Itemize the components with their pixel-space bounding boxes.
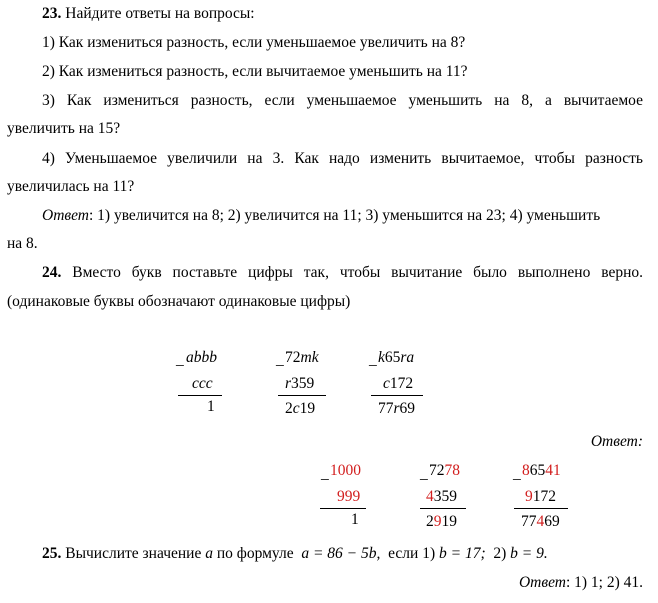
solution-1-rule bbox=[320, 508, 366, 509]
minus-sign: _ bbox=[420, 465, 428, 482]
solution-2-result: 2919 bbox=[426, 513, 457, 530]
puzzle-2-subtrahend: r359 bbox=[285, 375, 315, 392]
p25-answer-text: : 1) 1; 2) 41. bbox=[565, 574, 643, 591]
puzzle-2-minuend: 72mk bbox=[285, 349, 319, 366]
solution-2-minuend: 7278 bbox=[429, 462, 460, 479]
p23-question-3a: 3) Как измениться разность, если уменьшаемое уменьшить на 8, а вычитаемое bbox=[42, 92, 643, 109]
p23-answer-text: : 1) увеличится на 8; 2) увеличится на 11; 3) уменьшится на 23; 4) уменьшить bbox=[88, 207, 601, 224]
p25-variable: a bbox=[205, 545, 213, 562]
solution-2-rule bbox=[420, 508, 466, 509]
p24-number: 24. bbox=[42, 264, 62, 281]
p23-question-3b: увеличить на 15? bbox=[7, 120, 121, 137]
minus-sign: _ bbox=[276, 351, 284, 368]
puzzle-3-result: 77r69 bbox=[378, 400, 416, 417]
p23-question-4a: 4) Уменьшаемое увеличили на 3. Как надо изменить вычитаемое, чтобы разность bbox=[42, 150, 643, 167]
solution-3-subtrahend: 9172 bbox=[525, 488, 556, 505]
p23-answer-line bbox=[42, 206, 643, 226]
puzzle-3-minuend: k65ra bbox=[378, 349, 415, 366]
solution-2-subtrahend: 4359 bbox=[426, 488, 457, 505]
minus-sign: _ bbox=[176, 351, 184, 368]
puzzle-2-rule bbox=[278, 395, 326, 396]
p23-question-2: 2) Как измениться разность, если вычитаемое уменьшить на 11? bbox=[42, 63, 468, 80]
solution-1-subtrahend: 999 bbox=[337, 488, 361, 505]
solution-3-result: 77469 bbox=[521, 513, 560, 530]
puzzle-3-rule bbox=[371, 395, 423, 396]
puzzle-3-subtrahend: c172 bbox=[383, 375, 414, 392]
minus-sign: _ bbox=[513, 465, 521, 482]
p23-number: 23. bbox=[42, 5, 62, 22]
p23-question-4b: увеличилась на 11? bbox=[7, 178, 135, 195]
solution-3-minuend: 86541 bbox=[522, 462, 561, 479]
p25-text3: если 1) bbox=[388, 545, 436, 562]
minus-sign: _ bbox=[321, 465, 329, 482]
solution-3-rule bbox=[514, 508, 568, 509]
p24-text-b: (одинаковые буквы обозначают одинаковые цифры) bbox=[7, 293, 351, 310]
puzzle-2-result: 2c19 bbox=[285, 400, 316, 417]
puzzle-1-result: 1 bbox=[207, 398, 215, 415]
p23-question-1: 1) Как измениться разность, если уменьшаемое увеличить на 8? bbox=[42, 34, 466, 51]
p25-text: Вычислите значение bbox=[65, 545, 202, 562]
p25-number: 25. bbox=[42, 545, 62, 562]
p25-line bbox=[42, 544, 643, 564]
p24-text-line bbox=[42, 263, 643, 283]
solution-1-minuend: 1000 bbox=[330, 462, 361, 479]
minus-sign: _ bbox=[369, 351, 377, 368]
p25-answer bbox=[519, 573, 643, 593]
p23-answer-label: Ответ bbox=[42, 207, 89, 224]
p23-title-text: Найдите ответы на вопросы: bbox=[65, 5, 255, 22]
solution-1-result: 1 bbox=[351, 511, 359, 528]
p25-text2: по формуле bbox=[216, 545, 294, 562]
puzzle-1-subtrahend: ccc bbox=[192, 375, 213, 392]
puzzle-1-minuend: abbb bbox=[186, 349, 217, 366]
puzzle-1-rule bbox=[178, 395, 222, 396]
p25-case-2-label: 2) bbox=[493, 545, 507, 562]
p25-answer-label: Ответ bbox=[518, 574, 566, 591]
p24-text-a: Вместо букв поставьте цифры так, чтобы вычитание было выполнено верно. bbox=[72, 264, 644, 281]
p25-case-2: b = 9. bbox=[510, 545, 548, 562]
p25-formula: a = 86 − 5b, bbox=[301, 545, 381, 562]
p23-title bbox=[42, 4, 643, 24]
p24-answer-label: Ответ: bbox=[590, 433, 643, 450]
p23-answer-continuation: на 8. bbox=[7, 235, 38, 252]
p25-case-1: b = 17; bbox=[438, 545, 486, 562]
